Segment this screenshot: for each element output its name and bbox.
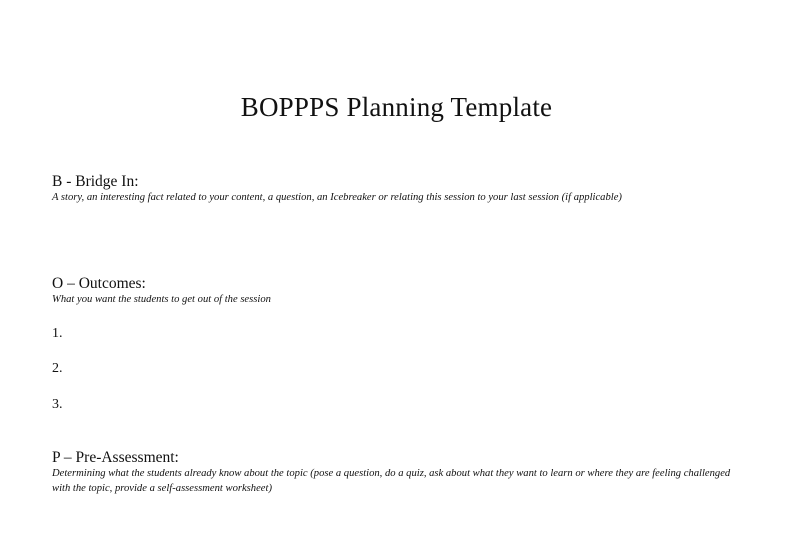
pre-assessment-heading: P – Pre-Assessment:	[52, 449, 179, 466]
outcome-item-2: 2.	[52, 361, 63, 376]
pre-assessment-description: Determining what the students already know about the topic (pose a question, do a quiz, ask about what they want to learn or where they are feeling challenged with the topic, provide a self-assessment worksheet)	[52, 468, 731, 494]
outcome-item-3: 3.	[52, 397, 63, 412]
outcomes-description: What you want the students to get out of the session	[52, 294, 271, 305]
outcome-item-1: 1.	[52, 326, 63, 341]
outcomes-heading: O – Outcomes:	[52, 275, 146, 292]
document-title: BOPPPS Planning Template	[240, 92, 553, 122]
bridge-in-description: A story, an interesting fact related to your content, a question, an Icebreaker or relating this session to your last session (if applicable)	[52, 192, 622, 203]
bridge-in-heading: B - Bridge In:	[52, 173, 139, 190]
